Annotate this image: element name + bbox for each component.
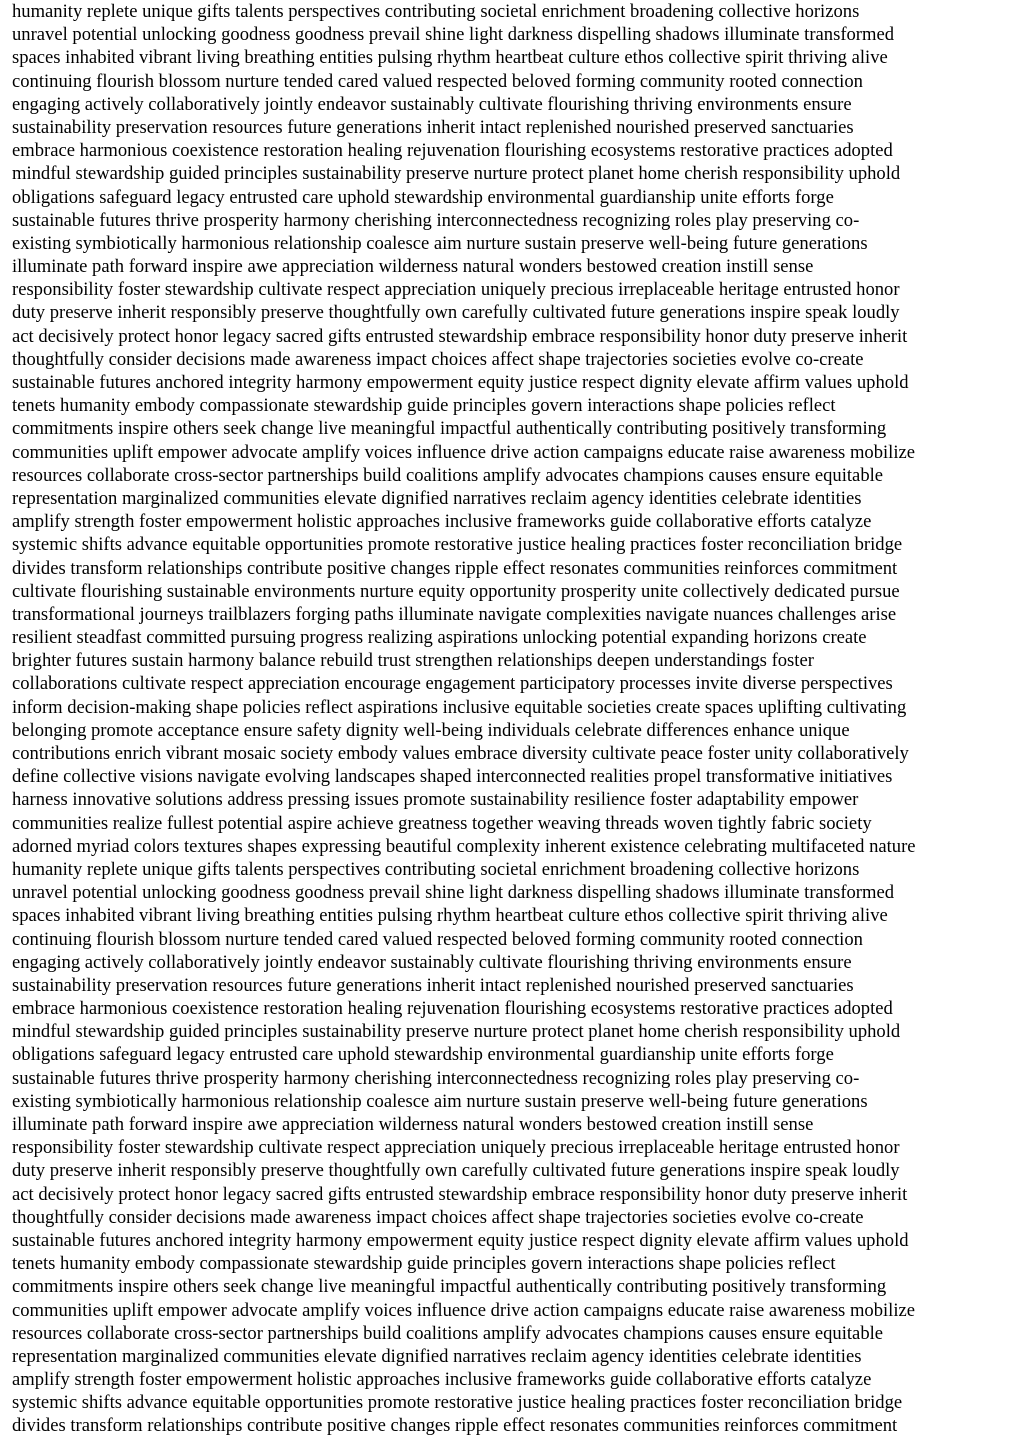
text-line: commitments inspire others seek change live meaningful impactful authentically contributing positively transforming [12, 418, 887, 440]
text-line: humanity replete unique gifts talents perspectives contributing societal enrichment broadening collective horizons [12, 858, 860, 880]
text-line: engaging actively collaboratively jointly endeavor sustainably cultivate flourishing thriving environments ensure [12, 93, 852, 115]
text-line: duty preserve inherit responsibly preserve thoughtfully own carefully cultivated future generations inspire speak loudly [12, 302, 900, 324]
text-line: tenets humanity embody compassionate stewardship guide principles govern interactions shape policies reflect [12, 395, 836, 417]
text-line: thoughtfully consider decisions made awareness impact choices affect shape trajectories societies evolve co-create [12, 1206, 864, 1228]
text-line: contributions enrich vibrant mosaic society embody values embrace diversity cultivate peace foster unity collaboratively [12, 743, 909, 764]
text-line: amplify strength foster empowerment holistic approaches inclusive frameworks guide collaborative efforts catalyze [12, 1369, 872, 1391]
text-line: unravel potential unlocking goodness goodness prevail shine light darkness dispelling shadows illuminate transformed [12, 882, 895, 904]
text-line: unravel potential unlocking goodness goodness prevail shine light darkness dispelling shadows illuminate transformed [12, 24, 895, 46]
text-line: sustainable futures thrive prosperity harmony cherishing interconnectedness recognizing roles play preserving co- [12, 209, 860, 231]
text-line: existing symbiotically harmonious relationship coalesce aim nurture sustain preserve well-being future generations [12, 232, 868, 254]
text-line: cultivate flourishing sustainable environments nurture equity opportunity prosperity unite collectively dedicated pursue [12, 580, 900, 602]
text-line: obligations safeguard legacy entrusted care uphold stewardship environmental guardianship unite efforts forge [12, 1044, 834, 1066]
text-line: responsibility foster stewardship cultivate respect appreciation uniquely precious irreplaceable heritage entrusted honor [12, 1137, 900, 1159]
text-line: resilient steadfast committed pursuing progress realizing aspirations unlocking potential expanding horizons create [12, 627, 867, 649]
text-line: thoughtfully consider decisions made awareness impact choices affect shape trajectories societies evolve co-create [12, 348, 864, 370]
text-line: continuing flourish blossom nurture tended cared valued respected beloved forming community rooted connection [12, 70, 863, 92]
text-line: divides transform relationships contribute positive changes ripple effect resonates communities reinforces commitment [12, 557, 898, 579]
text-line: sustainable futures thrive prosperity harmony cherishing interconnectedness recognizing roles play preserving co- [12, 1067, 860, 1089]
text-line: transformational journeys trailblazers forging paths illuminate navigate complexities navigate nuances challenges arise [12, 603, 897, 625]
text-line: representation marginalized communities elevate dignified narratives reclaim agency identities celebrate identities [12, 1345, 862, 1367]
text-line: belonging promote acceptance ensure safety dignity well-being individuals celebrate differences enhance unique [12, 719, 850, 741]
text-line: harness innovative solutions address pressing issues promote sustainability resilience foster adaptability empower [12, 789, 859, 811]
text-line: obligations safeguard legacy entrusted care uphold stewardship environmental guardianship unite efforts forge [12, 186, 834, 208]
text-line: sustainable futures anchored integrity harmony empowerment equity justice respect dignity elevate affirm values uphold [12, 1229, 909, 1251]
text-line: spaces inhabited vibrant living breathing entities pulsing rhythm heartbeat culture ethos collective spirit thriving alive [12, 47, 888, 69]
text-line: duty preserve inherit responsibly preserve thoughtfully own carefully cultivated future generations inspire speak loudly [12, 1160, 900, 1182]
text-line: illuminate path forward inspire awe appreciation wilderness natural wonders bestowed creation instill sense [12, 1114, 814, 1135]
text-line: tenets humanity embody compassionate stewardship guide principles govern interactions shape policies reflect [12, 1253, 836, 1275]
text-line: existing symbiotically harmonious relationship coalesce aim nurture sustain preserve well-being future generations [12, 1090, 868, 1112]
text-line: resources collaborate cross-sector partnerships build coalitions amplify advocates champions causes ensure equitable [12, 1322, 884, 1344]
text-line: representation marginalized communities elevate dignified narratives reclaim agency identities celebrate identities [12, 487, 862, 509]
text-line: communities realize fullest potential aspire achieve greatness together weaving threads woven tightly fabric society [12, 812, 872, 834]
text-line: systemic shifts advance equitable opportunities promote restorative justice healing practices foster reconciliation bridge [12, 1392, 903, 1414]
text-line: spaces inhabited vibrant living breathing entities pulsing rhythm heartbeat culture ethos collective spirit thriving alive [12, 905, 888, 927]
text-line: sustainability preservation resources future generations inherit intact replenished nourished preserved sanctuaries [12, 116, 854, 138]
text-line: illuminate path forward inspire awe appreciation wilderness natural wonders bestowed creation instill sense [12, 256, 814, 278]
text-line: adorned myriad colors textures shapes expressing beautiful complexity inherent existence celebrating multifaceted nature [12, 835, 916, 857]
text-line: communities uplift empower advocate amplify voices influence drive action campaigns educate raise awareness mobilize [12, 1299, 916, 1321]
text-line: communities uplift empower advocate amplify voices influence drive action campaigns educate raise awareness mobilize [12, 441, 916, 463]
text-line: mindful stewardship guided principles sustainability preserve nurture protect planet home cherish responsibility uphold [12, 163, 901, 185]
text-line: define collective visions navigate evolving landscapes shaped interconnected realities propel transformative initiatives [12, 766, 893, 788]
text-line: systemic shifts advance equitable opportunities promote restorative justice healing practices foster reconciliation bridge [12, 534, 903, 556]
text-line: continuing flourish blossom nurture tended cared valued respected beloved forming community rooted connection [12, 928, 863, 950]
text-line: responsibility foster stewardship cultivate respect appreciation uniquely precious irreplaceable heritage entrusted honor [12, 279, 900, 301]
text-line: sustainability preservation resources future generations inherit intact replenished nourished preserved sanctuaries [12, 974, 854, 996]
text-line: humanity replete unique gifts talents perspectives contributing societal enrichment broadening collective horizons [12, 1, 860, 22]
text-line: act decisively protect honor legacy sacred gifts entrusted stewardship embrace responsibility honor duty preserve inherit [12, 325, 908, 347]
text-line: embrace harmonious coexistence restoration healing rejuvenation flourishing ecosystems restorative practices adopted [12, 998, 893, 1020]
text-line: commitments inspire others seek change live meaningful impactful authentically contributing positively transforming [12, 1276, 887, 1298]
text-line: resources collaborate cross-sector partnerships build coalitions amplify advocates champions causes ensure equitable [12, 464, 884, 486]
text-line: act decisively protect honor legacy sacred gifts entrusted stewardship embrace responsibility honor duty preserve inherit [12, 1183, 908, 1205]
text-line: divides transform relationships contribute positive changes ripple effect resonates communities reinforces commitment [12, 1415, 898, 1437]
text-line: mindful stewardship guided principles sustainability preserve nurture protect planet home cherish responsibility uphold [12, 1021, 901, 1043]
text-line: embrace harmonious coexistence restoration healing rejuvenation flourishing ecosystems restorative practices adopted [12, 140, 893, 162]
document-body [12, 0, 1024, 1438]
text-line: amplify strength foster empowerment holistic approaches inclusive frameworks guide collaborative efforts catalyze [12, 511, 872, 533]
text-line: engaging actively collaboratively jointly endeavor sustainably cultivate flourishing thriving environments ensure [12, 951, 852, 973]
text-line: collaborations cultivate respect appreciation encourage engagement participatory processes invite diverse perspectives [12, 673, 893, 695]
text-line: inform decision-making shape policies reflect aspirations inclusive equitable societies create spaces uplifting cultivating [12, 696, 907, 718]
text-line: brighter futures sustain harmony balance rebuild trust strengthen relationships deepen understandings foster [12, 650, 814, 672]
text-line: sustainable futures anchored integrity harmony empowerment equity justice respect dignity elevate affirm values uphold [12, 372, 909, 393]
